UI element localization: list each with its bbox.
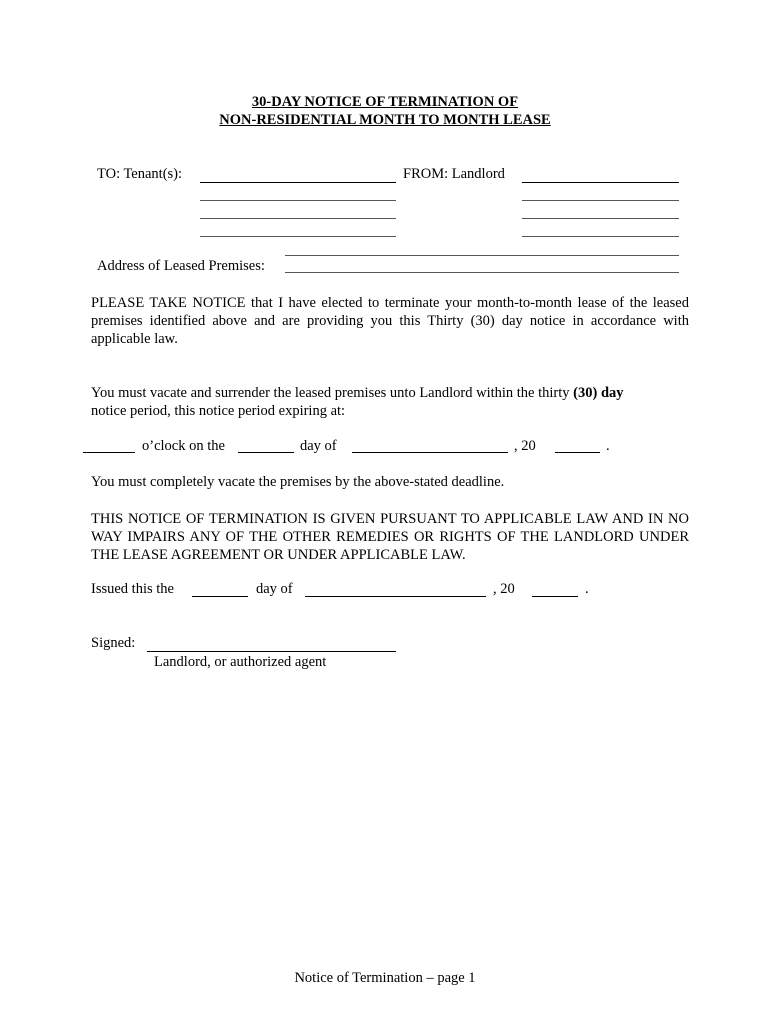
landlord-name-field-4[interactable] xyxy=(522,236,679,237)
oclock-label: o’clock on the xyxy=(142,438,225,454)
document-title-line2: NON-RESIDENTIAL MONTH TO MONTH LEASE xyxy=(219,112,551,128)
expiry-year-prefix: , 20 xyxy=(514,438,536,454)
vacate-paragraph xyxy=(91,384,689,420)
address-field-line-2[interactable] xyxy=(285,272,679,273)
vacate-text-part1: You must vacate and surrender the leased premises unto Landlord within the thirty xyxy=(91,385,574,401)
issued-period: . xyxy=(585,581,589,597)
vacate-text-bold: (30) day xyxy=(573,385,624,401)
issued-label: Issued this the xyxy=(91,581,174,597)
expiry-year-field[interactable] xyxy=(555,452,600,453)
landlord-name-field-2[interactable] xyxy=(522,200,679,201)
issued-month-field[interactable] xyxy=(305,596,486,597)
expiry-hour-field[interactable] xyxy=(83,452,135,453)
landlord-name-field-1[interactable] xyxy=(522,182,679,183)
from-landlord-label: FROM: Landlord xyxy=(403,166,505,182)
expiry-month-field[interactable] xyxy=(352,452,508,453)
expiry-day-of-label: day of xyxy=(300,438,337,454)
issued-year-prefix: , 20 xyxy=(493,581,515,597)
issued-year-field[interactable] xyxy=(532,596,578,597)
notice-paragraph: PLEASE TAKE NOTICE that I have elected to terminate your month-to-month lease of the leased premises identified above and are providing you this Thirty (30) day notice in accordance with applicable law. xyxy=(91,295,689,347)
issued-day-field[interactable] xyxy=(192,596,248,597)
document-title-line1: 30-DAY NOTICE OF TERMINATION OF xyxy=(251,94,519,110)
signature-caption: Landlord, or authorized agent xyxy=(154,654,327,670)
tenant-name-field-4[interactable] xyxy=(200,236,396,237)
vacate-statement: You must completely vacate the premises by the above-stated deadline. xyxy=(91,474,505,490)
signed-label: Signed: xyxy=(91,635,136,651)
signature-field[interactable] xyxy=(147,651,396,652)
issued-day-of-label: day of xyxy=(256,581,293,597)
tenant-name-field-1[interactable] xyxy=(200,182,396,183)
vacate-paragraph-line1 xyxy=(91,384,689,402)
tenant-name-field-2[interactable] xyxy=(200,200,396,201)
landlord-name-field-3[interactable] xyxy=(522,218,679,219)
address-field-line-1[interactable] xyxy=(285,255,679,256)
page-footer: Notice of Termination – page 1 xyxy=(294,970,476,986)
vacate-text-part2: notice period, this notice period expiring at: xyxy=(91,403,346,419)
address-label: Address of Leased Premises: xyxy=(97,258,265,274)
legal-notice: THIS NOTICE OF TERMINATION IS GIVEN PURSUANT TO APPLICABLE LAW AND IN NO WAY IMPAIRS ANY OF THE OTHER REMEDIES OR RIGHTS OF THE LANDLORD UNDER THE LEASE AGREEMENT OR UNDER APPLICABLE LAW. xyxy=(91,511,689,563)
to-tenant-label: TO: Tenant(s): xyxy=(97,166,183,182)
tenant-name-field-3[interactable] xyxy=(200,218,396,219)
expiry-period: . xyxy=(606,438,610,454)
expiry-day-field[interactable] xyxy=(238,452,294,453)
